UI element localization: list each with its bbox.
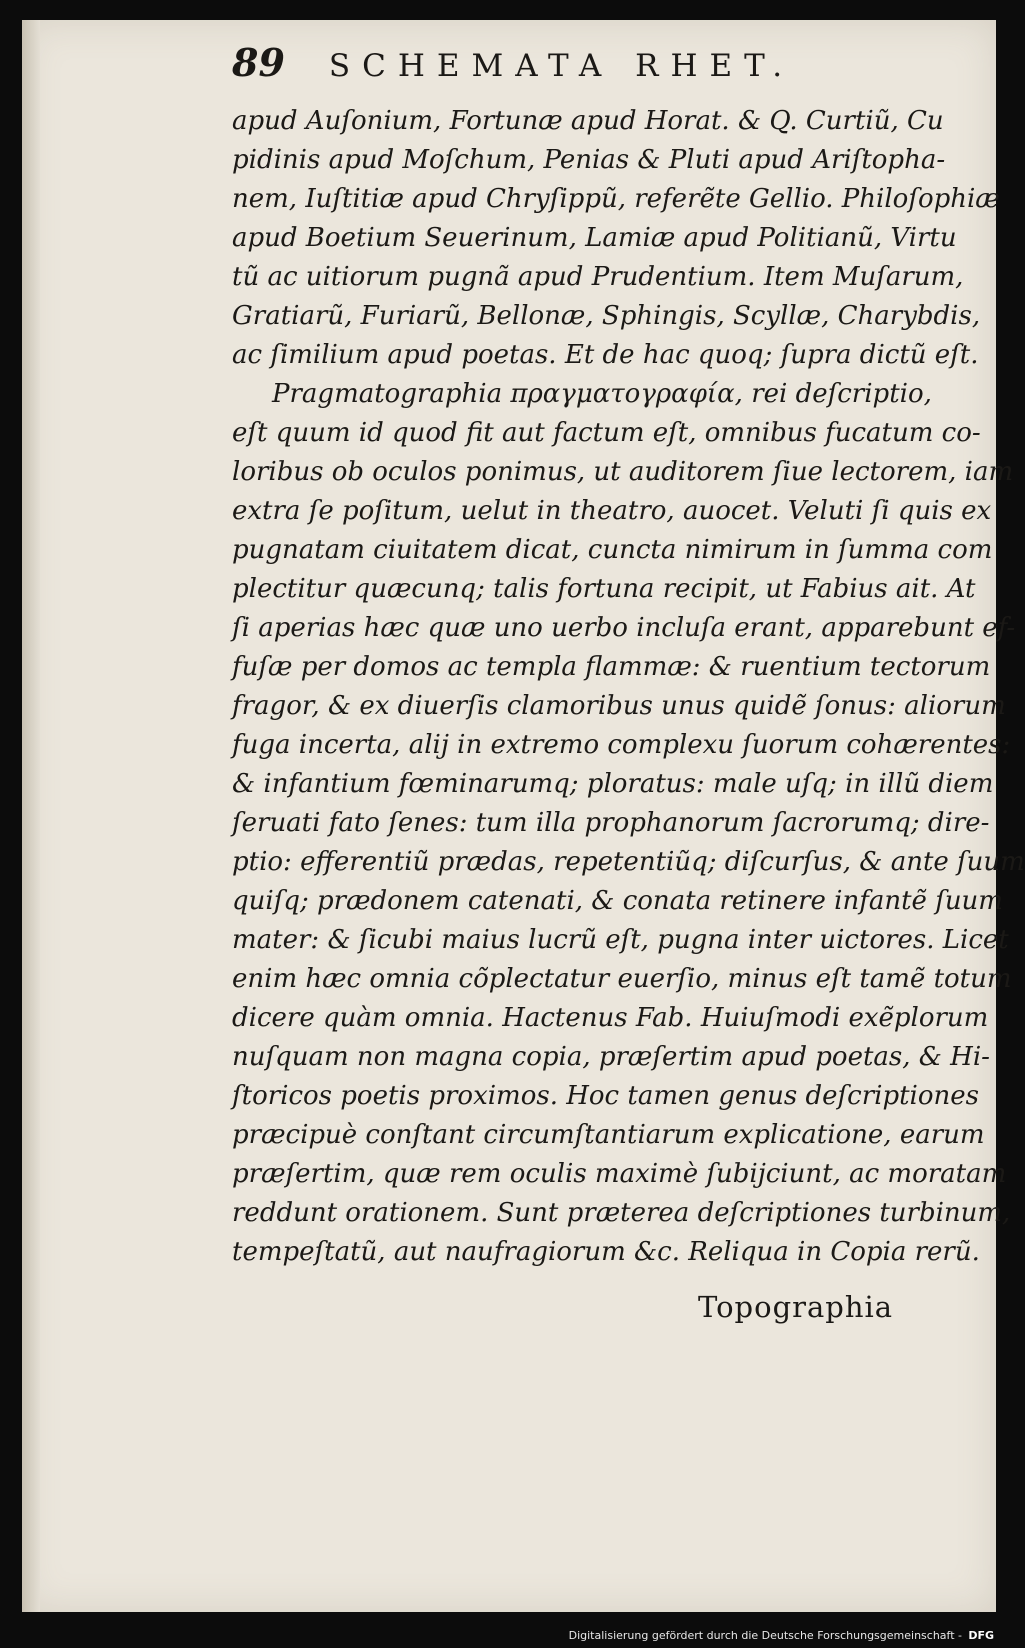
text-line: extra ſe poſitum, uelut in theatro, auocet. Veluti ſi quis ex <box>232 496 992 526</box>
text-line: ac ſimilium apud poetas. Et de hac quoq; ſupra dictũ eſt. <box>232 340 979 370</box>
text-line: & infantium fœminarumq; ploratus: male uſq; in illũ diem <box>232 769 994 799</box>
text-line: quiſq; prædonem catenati, & conata retinere infantẽ ſuum <box>232 886 1003 916</box>
text-line: apud Boetium Seuerinum, Lamiæ apud Politianũ, Virtu <box>232 223 957 253</box>
text-line: præſertim, quæ rem oculis maximè ſubijciunt, ac moratam <box>232 1159 1007 1189</box>
text-line: pidinis apud Moſchum, Penias & Pluti apud Ariſtopha- <box>232 145 946 175</box>
text-line: plectitur quæcunq; talis fortuna recipit, ut Fabius ait. At <box>232 574 976 604</box>
text-line: ſtoricos poetis proximos. Hoc tamen genus deſcriptiones <box>232 1081 980 1111</box>
text-line: Gratiarũ, Furiarũ, Bellonæ, Sphingis, Scyllæ, Charybdis, <box>232 301 981 331</box>
page-edge <box>22 20 40 1612</box>
text-line: loribus ob oculos ponimus, ut auditorem ſiue lectorem, iam <box>232 457 1014 487</box>
text-line: reddunt orationem. Sunt præterea deſcriptiones turbinum, <box>232 1198 1011 1228</box>
dfg-logo: DFG <box>968 1629 994 1642</box>
text-line: tũ ac uitiorum pugnã apud Prudentium. Item Muſarum, <box>232 262 964 292</box>
page-header <box>232 40 922 102</box>
text-line: enim hæc omnia cõplectatur euerſio, minus eſt tamẽ totum <box>232 964 1012 994</box>
text-line: tempeſtatũ, aut naufragiorum &c. Reliqua in Copia rerũ. <box>232 1237 980 1267</box>
page-number: 89 <box>232 40 285 85</box>
text-line: apud Auſonium, Fortunæ apud Horat. & Q. Curtiũ, Cu <box>232 106 944 136</box>
text-line: Pragmatographia πραγματογραφία, rei deſcriptio, <box>272 379 932 409</box>
text-line: nuſquam non magna copia, præſertim apud poetas, & Hi- <box>232 1042 990 1072</box>
text-line: nem, Iuſtitiæ apud Chryſippũ, referẽte Gellio. Philoſophiæ <box>232 184 1000 214</box>
text-line: ſi aperias hæc quæ uno uerbo incluſa erant, apparebunt ef- <box>232 613 1016 643</box>
text-line: eſt quum id quod fit aut factum eſt, omnibus fucatum co- <box>232 418 981 448</box>
funding-note: Digitalisierung gefördert durch die Deutsche Forschungsgemeinschaft - <box>568 1629 962 1642</box>
body-text <box>232 102 1025 1272</box>
text-line: dicere quàm omnia. Hactenus Fab. Huiuſmodi exẽplorum <box>232 1003 989 1033</box>
text-line: fuga incerta, alij in extremo complexu ſuorum cohærentes: <box>232 730 1011 760</box>
text-line: mater: & ſicubi maius lucrũ eſt, pugna inter uictores. Licet <box>232 925 1009 955</box>
text-line: pugnatam ciuitatem dicat, cuncta nimirum in ſumma com <box>232 535 993 565</box>
text-line: ſeruati fato ſenes: tum illa prophanorum ſacrorumq; dire- <box>232 808 990 838</box>
page-text <box>232 40 1025 1272</box>
running-head: SCHEMATA RHET. <box>328 48 795 84</box>
footer-bar <box>0 1626 1000 1648</box>
text-line: ptio: efferentiũ prædas, repetentiũq; diſcurſus, & ante ſuum <box>232 847 1025 877</box>
text-line: fragor, & ex diuerſis clamoribus unus quidẽ ſonus: aliorum <box>232 691 1006 721</box>
text-line: fuſæ per domos ac templa flammæ: & ruentium tectorum <box>232 652 991 682</box>
catchword: Topographia <box>698 1290 894 1324</box>
text-line: præcipuè conſtant circumſtantiarum explicatione, earum <box>232 1120 985 1150</box>
